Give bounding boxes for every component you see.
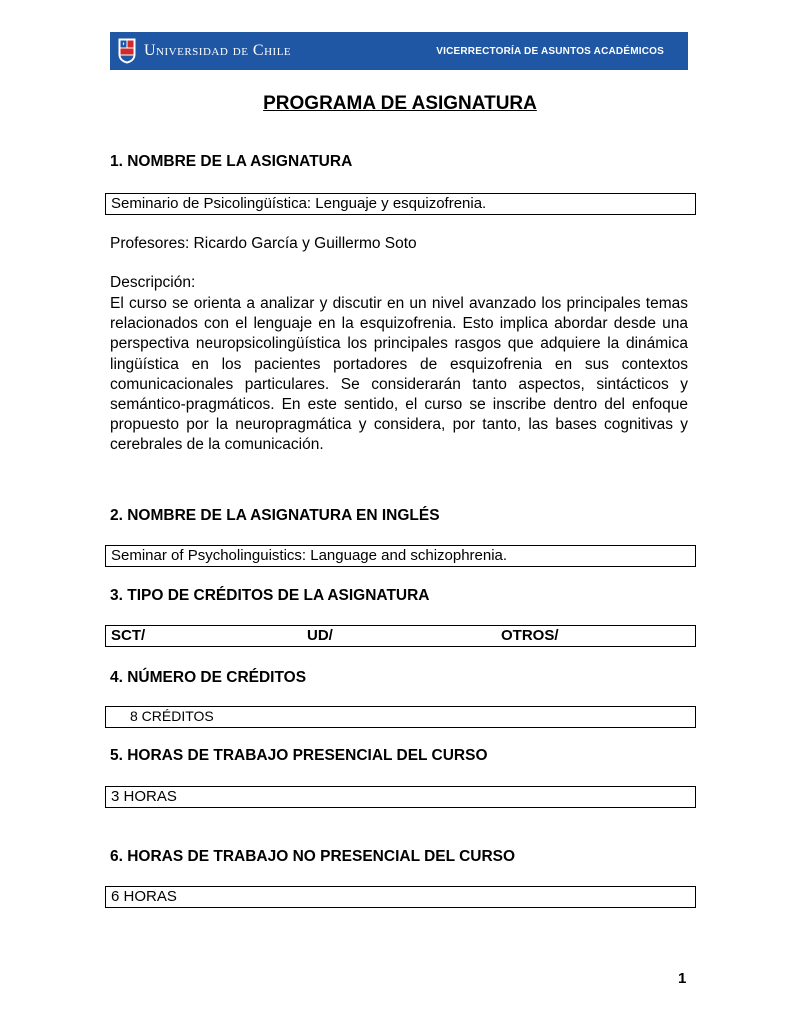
- no-presencial-hours-box: 6 HORAS: [105, 886, 696, 908]
- section-2-heading: 2. NOMBRE DE LA ASIGNATURA EN INGLÉS: [110, 507, 440, 524]
- section-1-heading: 1. NOMBRE DE LA ASIGNATURA: [110, 153, 353, 170]
- presencial-hours-box: 3 HORAS: [105, 786, 696, 808]
- university-crest-icon: [118, 38, 136, 64]
- descripcion-text: El curso se orienta a analizar y discutir en un nivel avanzado los principales temas relacionados con el lenguaje en la esquizofrenia. Esto implica abordar desde una perspectiva neuropsicolingüística los principales rasgos que adquiere la dinámica lingüística en los pacientes portadores de esquizofrenia en sus contextos comunicacionales particulares. Se considerarán tanto aspectos, sintácticos y semántico-pragmáticos. En este sentido, el curso se inscribe dentro del enfoque propuesto por la neuropragmática y considera, por tanto, las bases cognitivas y cerebrales de la comunicación.: [110, 295, 688, 454]
- otros-label: OTROS/: [501, 627, 559, 644]
- header-banner: [110, 32, 688, 70]
- credit-number-box: 8 CRÉDITOS: [105, 706, 696, 728]
- university-name: Universidad de Chile: [144, 42, 292, 59]
- page-number: 1: [678, 970, 687, 987]
- section-6-heading: 6. HORAS DE TRABAJO NO PRESENCIAL DEL CURSO: [110, 848, 516, 865]
- profesores-text: Profesores: Ricardo García y Guillermo Soto: [110, 235, 417, 252]
- sct-label: SCT/: [111, 627, 146, 644]
- section-4-heading: 4. NÚMERO DE CRÉDITOS: [110, 669, 307, 686]
- english-name-box: Seminar of Psycholinguistics: Language and schizophrenia.: [105, 545, 696, 567]
- credit-type-row: [111, 626, 695, 645]
- vicerrectoria-label: VICERRECTORÍA DE ASUNTOS ACADÉMICOS: [436, 45, 664, 57]
- section-5-heading: 5. HORAS DE TRABAJO PRESENCIAL DEL CURSO: [110, 747, 488, 764]
- ud-label: UD/: [307, 627, 333, 644]
- page-title: PROGRAMA DE ASIGNATURA: [263, 93, 537, 114]
- course-name-box: Seminario de Psicolingüística: Lenguaje y esquizofrenia.: [105, 193, 696, 215]
- descripcion-label: Descripción:: [110, 274, 196, 291]
- university-brand: [118, 38, 291, 64]
- section-3-heading: 3. TIPO DE CRÉDITOS DE LA ASIGNATURA: [110, 587, 430, 604]
- credit-type-box: [105, 625, 696, 647]
